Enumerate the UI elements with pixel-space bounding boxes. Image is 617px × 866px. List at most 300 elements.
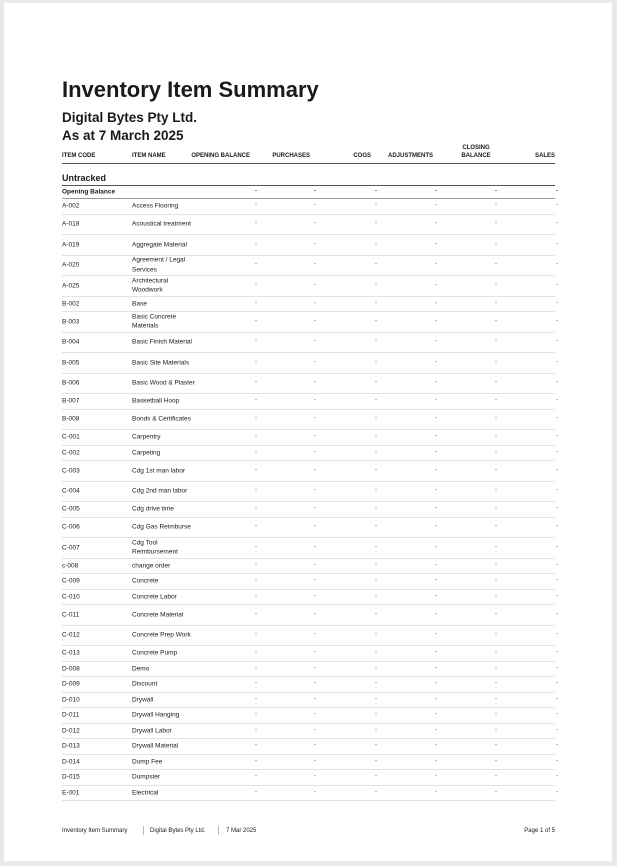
item-cogs-value: - [375,789,377,795]
item-adjustments-value: - [435,397,437,404]
item-name: Cdg Tool Reimbursement [132,539,178,556]
item-purchases-value: - [314,338,316,345]
item-cogs-value: - [375,282,377,288]
item-closing-value: - [495,487,497,494]
col-purchases: PURCHASES [272,153,310,159]
item-closing-value: - [495,544,497,550]
item-table-body [62,199,558,801]
item-sales-value: - [556,359,558,365]
item-purchases-value: - [314,318,316,324]
table-row [62,430,558,446]
item-opening-value: - [255,415,257,422]
item-purchases-value: - [314,379,316,386]
item-opening-value: - [255,300,257,306]
item-closing-value: - [495,696,497,702]
item-name: Concrete Labor [132,593,177,600]
item-code: D-013 [62,742,80,750]
col-closing-balance: CLOSING BALANCE [461,145,491,159]
item-sales-value: - [556,220,558,227]
item-adjustments-value: - [435,505,437,512]
item-cogs-value: - [375,433,377,440]
table-row [62,482,558,503]
item-sales-value: - [556,487,558,494]
item-closing-value: - [495,300,497,306]
table-row [62,410,558,431]
col-opening-balance: OPENING BALANCE [191,153,250,159]
item-sales-value: - [556,261,558,268]
item-adjustments-value: - [435,261,437,268]
table-row [62,770,558,786]
item-code: C-005 [62,505,80,513]
item-name: change order [132,562,171,569]
item-adjustments-value: - [435,593,437,599]
item-sales-value: - [556,379,558,386]
item-code: D-015 [62,773,80,781]
item-closing-value: - [495,220,497,227]
item-adjustments-value: - [435,300,437,306]
item-closing-value: - [495,241,497,247]
item-closing-value: - [495,742,497,749]
item-purchases-value: - [314,397,316,404]
item-sales-value: - [556,433,558,440]
item-purchases-value: - [314,727,316,733]
item-opening-value: - [255,665,257,671]
footer-date: 7 Mar 2025 [226,828,257,834]
item-code: E-001 [62,789,80,796]
table-row [62,538,558,559]
item-cogs-value: - [375,300,377,306]
item-adjustments-value: - [435,282,437,288]
company-name: Digital Bytes Pty Ltd. [62,110,198,125]
table-row [62,502,558,518]
item-opening-value: - [255,241,257,247]
item-name: Drywall [132,696,154,703]
ob-sales: - [556,187,558,194]
footer-report-name: Inventory Item Summary [62,828,128,834]
ob-cogs: - [375,187,377,194]
item-code: A-018 [62,220,80,228]
item-sales-value: - [556,449,558,455]
table-row [62,374,558,395]
item-name: Drywall Hanging [132,711,180,719]
item-name: Concrete Material [132,611,184,618]
item-purchases-value: - [314,202,316,209]
item-opening-value: - [255,577,257,584]
item-purchases-value: - [314,241,316,247]
report-date: As at 7 March 2025 [62,128,184,143]
item-adjustments-value: - [435,318,437,324]
item-purchases-value: - [314,631,316,638]
item-code: A-020 [62,261,80,269]
item-adjustments-value: - [435,649,437,656]
item-cogs-value: - [375,523,377,530]
item-name: Basketball Hoop [132,397,180,405]
item-code: D-008 [62,665,80,672]
item-opening-value: - [255,282,257,288]
item-code: A-019 [62,241,80,248]
item-closing-value: - [495,773,497,780]
item-purchases-value: - [314,359,316,365]
item-opening-value: - [255,318,257,324]
report-page [4,3,612,861]
table-row [62,755,558,771]
item-adjustments-value: - [435,789,437,795]
item-cogs-value: - [375,467,377,473]
item-opening-value: - [255,467,257,473]
item-cogs-value: - [375,415,377,422]
item-sales-value: - [556,523,558,530]
item-purchases-value: - [314,789,316,795]
item-adjustments-value: - [435,467,437,473]
opening-balance-row [62,185,558,199]
item-code: C-009 [62,577,80,585]
item-adjustments-value: - [435,241,437,247]
opening-balance-label: Opening Balance [62,187,116,195]
item-closing-value: - [495,505,497,512]
item-closing-value: - [495,680,497,687]
item-adjustments-value: - [435,577,437,584]
item-code: D-014 [62,758,80,765]
section-divider [62,185,555,186]
table-row [62,693,558,709]
item-name: Electrical [132,789,159,796]
item-cogs-value: - [375,665,377,671]
item-purchases-value: - [314,711,316,718]
item-adjustments-value: - [435,338,437,345]
item-code: C-002 [62,449,80,456]
item-cogs-value: - [375,241,377,247]
item-opening-value: - [255,449,257,455]
item-cogs-value: - [375,487,377,494]
item-sales-value: - [556,338,558,345]
item-adjustments-value: - [435,359,437,365]
item-code: C-006 [62,523,80,531]
table-row [62,297,558,313]
item-cogs-value: - [375,649,377,656]
item-opening-value: - [255,338,257,345]
item-purchases-value: - [314,680,316,687]
item-closing-value: - [495,379,497,386]
item-closing-value: - [495,649,497,656]
item-purchases-value: - [314,415,316,422]
item-closing-value: - [495,727,497,733]
item-adjustments-value: - [435,562,437,568]
item-purchases-value: - [314,523,316,530]
table-row [62,708,558,724]
item-code: C-001 [62,433,80,441]
item-sales-value: - [556,649,558,656]
item-sales-value: - [556,282,558,288]
item-cogs-value: - [375,505,377,512]
item-cogs-value: - [375,758,377,764]
ob-adjustments: - [435,187,437,194]
item-code: C-011 [62,611,80,618]
item-purchases-value: - [314,220,316,227]
item-sales-value: - [556,631,558,638]
item-name: Concrete [132,577,159,585]
table-row [62,786,558,802]
item-opening-value: - [255,220,257,227]
item-adjustments-value: - [435,611,437,617]
ob-opening: - [255,187,257,194]
table-row [62,312,558,333]
table-row [62,446,558,462]
item-cogs-value: - [375,379,377,386]
col-cogs: COGS [353,153,371,159]
item-name: Concrete Pump [132,649,178,657]
item-adjustments-value: - [435,220,437,227]
item-cogs-value: - [375,318,377,324]
table-row [62,276,558,297]
item-adjustments-value: - [435,742,437,749]
item-closing-value: - [495,611,497,617]
item-closing-value: - [495,433,497,440]
item-opening-value: - [255,631,257,638]
item-name: Bonds & Certificates [132,415,191,423]
item-closing-value: - [495,711,497,718]
table-row [62,461,558,482]
col-item-name: ITEM NAME [132,153,166,159]
item-closing-value: - [495,202,497,209]
item-code: B-008 [62,415,80,423]
item-purchases-value: - [314,505,316,512]
item-adjustments-value: - [435,523,437,530]
item-closing-value: - [495,789,497,795]
item-adjustments-value: - [435,433,437,440]
item-adjustments-value: - [435,696,437,702]
item-code: C-012 [62,631,80,639]
item-opening-value: - [255,523,257,530]
item-opening-value: - [255,773,257,780]
item-opening-value: - [255,789,257,795]
item-closing-value: - [495,593,497,599]
item-adjustments-value: - [435,202,437,209]
item-sales-value: - [556,593,558,599]
item-sales-value: - [556,711,558,718]
item-sales-value: - [556,415,558,422]
item-opening-value: - [255,696,257,702]
item-purchases-value: - [314,758,316,764]
item-sales-value: - [556,318,558,324]
item-sales-value: - [556,773,558,780]
item-name: Drywall Labor [132,727,172,734]
item-name: Cdg drive time [132,505,174,513]
item-closing-value: - [495,577,497,584]
item-adjustments-value: - [435,758,437,764]
item-purchases-value: - [314,544,316,550]
item-name: Carpeting [132,449,161,456]
item-sales-value: - [556,696,558,702]
item-code: C-004 [62,487,80,495]
item-cogs-value: - [375,220,377,227]
item-opening-value: - [255,742,257,749]
item-code: B-005 [62,359,80,366]
item-cogs-value: - [375,742,377,749]
item-code: D-010 [62,696,80,703]
item-adjustments-value: - [435,665,437,671]
table-row [62,626,558,647]
item-opening-value: - [255,433,257,440]
item-name: Architectural Woodwork [132,277,169,294]
item-name: Basic Concrete Materials [132,313,177,330]
section-untracked: Untracked [62,173,107,183]
footer-divider [143,826,144,835]
item-sales-value: - [556,505,558,512]
item-cogs-value: - [375,696,377,702]
item-purchases-value: - [314,649,316,656]
item-opening-value: - [255,727,257,733]
item-opening-value: - [255,649,257,656]
table-row [62,235,558,256]
item-closing-value: - [495,562,497,568]
item-closing-value: - [495,338,497,345]
item-name: Basic Site Materials [132,359,190,366]
item-closing-value: - [495,261,497,268]
table-row [62,394,558,410]
item-sales-value: - [556,300,558,306]
table-row [62,199,558,215]
footer-divider [218,826,219,835]
item-name: Access Flooring [132,202,179,210]
item-purchases-value: - [314,665,316,671]
col-adjustments: ADJUSTMENTS [387,153,433,159]
item-code: A-025 [62,282,80,289]
item-purchases-value: - [314,300,316,306]
item-code: A-002 [62,202,80,210]
item-sales-value: - [556,202,558,209]
item-name: Basic Finish Material [132,338,192,346]
item-sales-value: - [556,562,558,568]
table-row [62,518,558,539]
item-closing-value: - [495,282,497,288]
item-opening-value: - [255,611,257,617]
item-closing-value: - [495,318,497,324]
table-header [62,145,555,164]
item-code: B-004 [62,338,80,346]
item-opening-value: - [255,261,257,268]
item-name: Cdg 1st man labor [132,467,186,474]
item-sales-value: - [556,577,558,584]
item-purchases-value: - [314,282,316,288]
item-name: Cdg 2nd man labor [132,487,188,495]
item-purchases-value: - [314,577,316,584]
item-cogs-value: - [375,711,377,718]
item-code: C-013 [62,649,80,657]
table-row [62,256,558,277]
table-row [62,662,558,678]
item-closing-value: - [495,467,497,473]
item-name: Demo [132,665,150,672]
item-cogs-value: - [375,261,377,268]
item-opening-value: - [255,359,257,365]
col-item-code: ITEM CODE [62,153,96,159]
item-closing-value: - [495,449,497,455]
item-purchases-value: - [314,261,316,268]
table-row [62,333,558,354]
item-code: C-007 [62,544,80,551]
item-opening-value: - [255,711,257,718]
item-cogs-value: - [375,397,377,404]
item-code: D-011 [62,711,80,719]
item-name: Acoustical treatment [132,220,191,228]
item-sales-value: - [556,397,558,404]
item-adjustments-value: - [435,680,437,687]
table-row [62,677,558,693]
item-closing-value: - [495,359,497,365]
table-row [62,646,558,662]
item-closing-value: - [495,397,497,404]
item-code: B-007 [62,397,80,405]
item-opening-value: - [255,758,257,764]
item-adjustments-value: - [435,449,437,455]
item-sales-value: - [556,758,558,764]
ob-purchases: - [314,187,316,194]
item-cogs-value: - [375,544,377,550]
item-purchases-value: - [314,562,316,568]
item-opening-value: - [255,680,257,687]
item-cogs-value: - [375,611,377,617]
footer-company: Digital Bytes Pty Ltd. [150,828,206,834]
item-purchases-value: - [314,593,316,599]
item-opening-value: - [255,202,257,209]
table-row [62,353,558,374]
item-sales-value: - [556,544,558,550]
item-code: c-008 [62,562,79,569]
item-adjustments-value: - [435,711,437,718]
item-opening-value: - [255,544,257,550]
item-sales-value: - [556,241,558,247]
table-row [62,605,558,626]
item-code: B-006 [62,379,80,387]
item-purchases-value: - [314,449,316,455]
item-cogs-value: - [375,727,377,733]
item-cogs-value: - [375,562,377,568]
item-closing-value: - [495,523,497,530]
item-name: Dump Fee [132,758,163,765]
item-name: Base [132,300,147,307]
item-adjustments-value: - [435,773,437,780]
item-opening-value: - [255,379,257,386]
table-row [62,559,558,575]
item-purchases-value: - [314,773,316,780]
item-purchases-value: - [314,696,316,702]
item-cogs-value: - [375,577,377,584]
item-cogs-value: - [375,773,377,780]
item-sales-value: - [556,665,558,671]
item-cogs-value: - [375,338,377,345]
item-cogs-value: - [375,631,377,638]
item-adjustments-value: - [435,487,437,494]
item-code: C-010 [62,593,80,600]
item-code: B-003 [62,318,80,325]
item-closing-value: - [495,665,497,671]
table-row [62,590,558,606]
item-name: Basic Wood & Plaster [132,379,195,387]
item-code: C-003 [62,467,80,474]
item-closing-value: - [495,631,497,638]
item-sales-value: - [556,727,558,733]
item-sales-value: - [556,467,558,473]
item-closing-value: - [495,758,497,764]
item-code: D-012 [62,727,80,734]
item-opening-value: - [255,593,257,599]
item-sales-value: - [556,611,558,617]
item-code: D-009 [62,680,80,688]
item-adjustments-value: - [435,544,437,550]
item-opening-value: - [255,397,257,404]
item-name: Agreement / Legal Services [132,256,186,274]
item-purchases-value: - [314,433,316,440]
